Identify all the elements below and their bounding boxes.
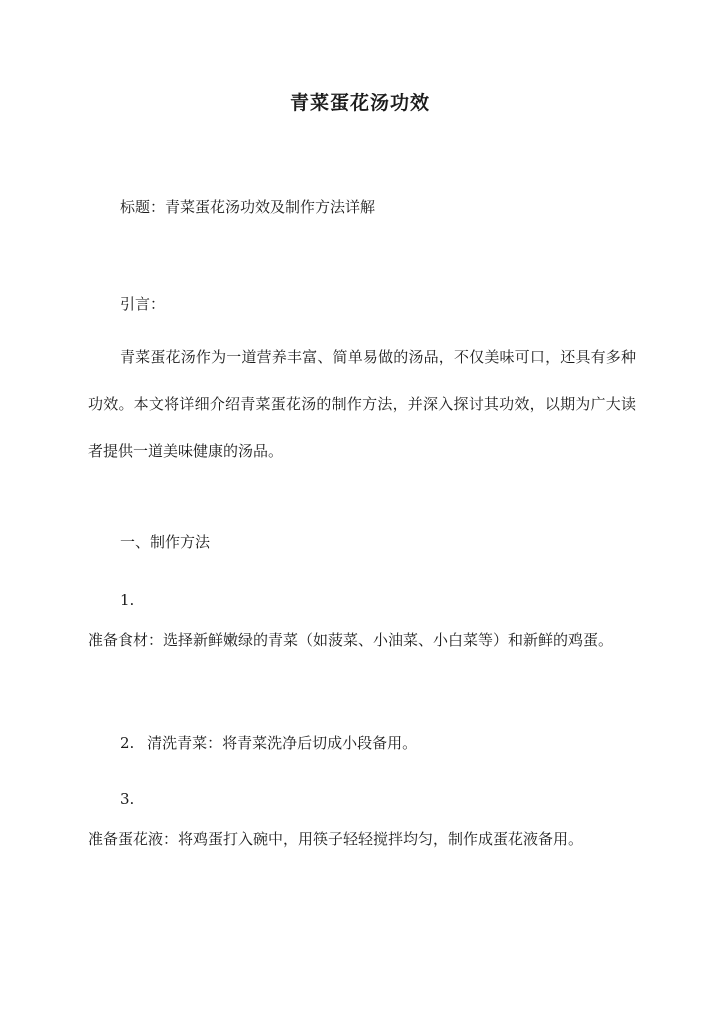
intro-paragraph: 青菜蛋花汤作为一道营养丰富、简单易做的汤品，不仅美味可口，还具有多种功效。本文将详细介绍青菜蛋花汤的制作方法，并深入探讨其功效，以期为广大读者提供一道美味健康的汤品。 <box>88 348 636 460</box>
step-number-3: 3. <box>120 790 135 808</box>
step-number-1: 1. <box>120 591 135 609</box>
intro-heading: 引言： <box>120 295 166 313</box>
section-heading-method: 一、制作方法 <box>120 533 211 551</box>
step-text-1: 准备食材：选择新鲜嫩绿的青菜（如菠菜、小油菜、小白菜等）和新鲜的鸡蛋。 <box>88 631 614 649</box>
step-text-2: 清洗青菜：将青菜洗净后切成小段备用。 <box>147 734 418 752</box>
step-2-line <box>120 733 417 753</box>
subtitle-line: 标题：青菜蛋花汤功效及制作方法详解 <box>120 198 376 216</box>
document-title: 青菜蛋花汤功效 <box>289 92 430 114</box>
step-number-2: 2. <box>120 734 135 752</box>
step-text-3: 准备蛋花液：将鸡蛋打入碗中，用筷子轻轻搅拌均匀，制作成蛋花液备用。 <box>88 830 584 848</box>
